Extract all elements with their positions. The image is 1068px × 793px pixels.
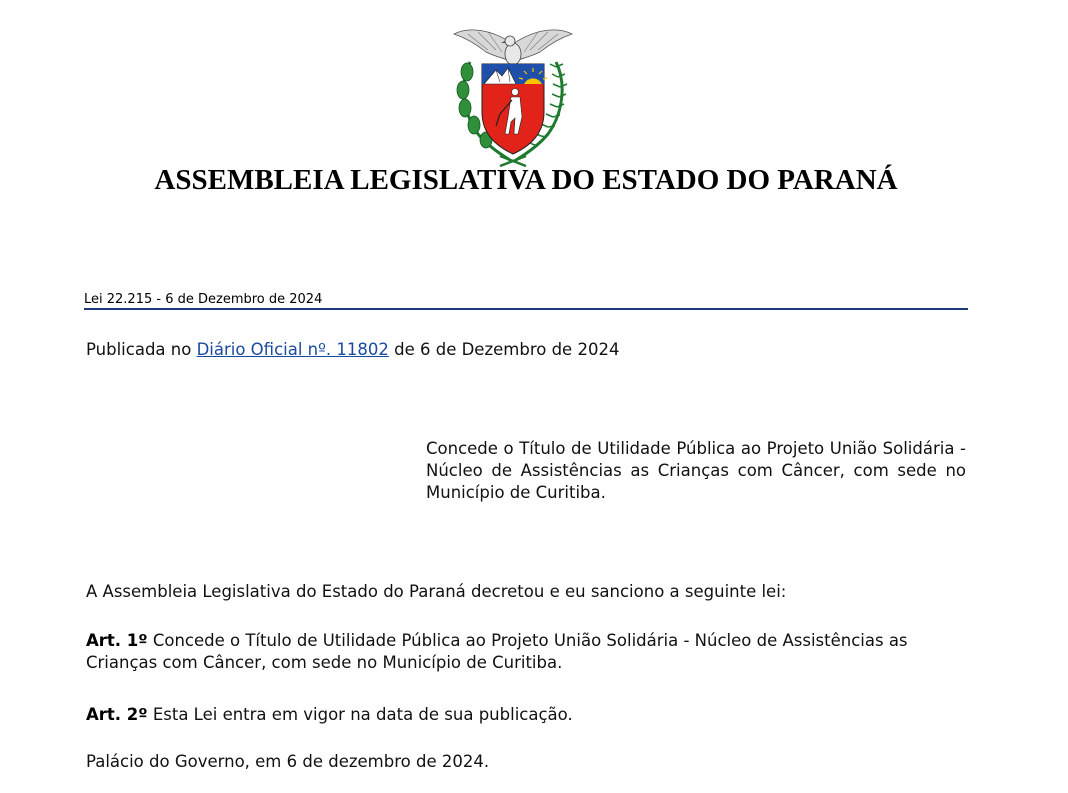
closing-line: Palácio do Governo, em 6 de dezembro de 2024. [86, 752, 490, 771]
article-text: Esta Lei entra em vigor na data de sua publicação. [147, 705, 573, 724]
law-summary: Concede o Título de Utilidade Pública ao Projeto União Solidária - Núcleo de Assistências as Crianças com Câncer, com sede no Município de Curitiba. [426, 439, 966, 502]
published-prefix: Publicada no [86, 340, 197, 359]
coat-of-arms-icon [448, 22, 578, 167]
article-1 [86, 630, 968, 674]
article-label: Art. 1º [86, 631, 148, 650]
preamble: A Assembleia Legislativa do Estado do Paraná decretou e eu sanciono a seguinte lei: [86, 582, 787, 601]
law-number-header: Lei 22.215 - 6 de Dezembro de 2024 [84, 292, 968, 310]
page-title: ASSEMBLEIA LEGISLATIVA DO ESTADO DO PARANÁ [154, 164, 898, 196]
diario-oficial-link[interactable]: Diário Oficial nº. 11802 [196, 340, 389, 359]
article-2 [86, 704, 968, 726]
article-text: Concede o Título de Utilidade Pública ao Projeto União Solidária - Núcleo de Assistências as Crianças com Câncer, com sede no Município de Curitiba. [86, 631, 908, 672]
published-suffix: de 6 de Dezembro de 2024 [388, 340, 620, 359]
article-label: Art. 2º [86, 705, 148, 724]
publication-line [86, 340, 619, 359]
